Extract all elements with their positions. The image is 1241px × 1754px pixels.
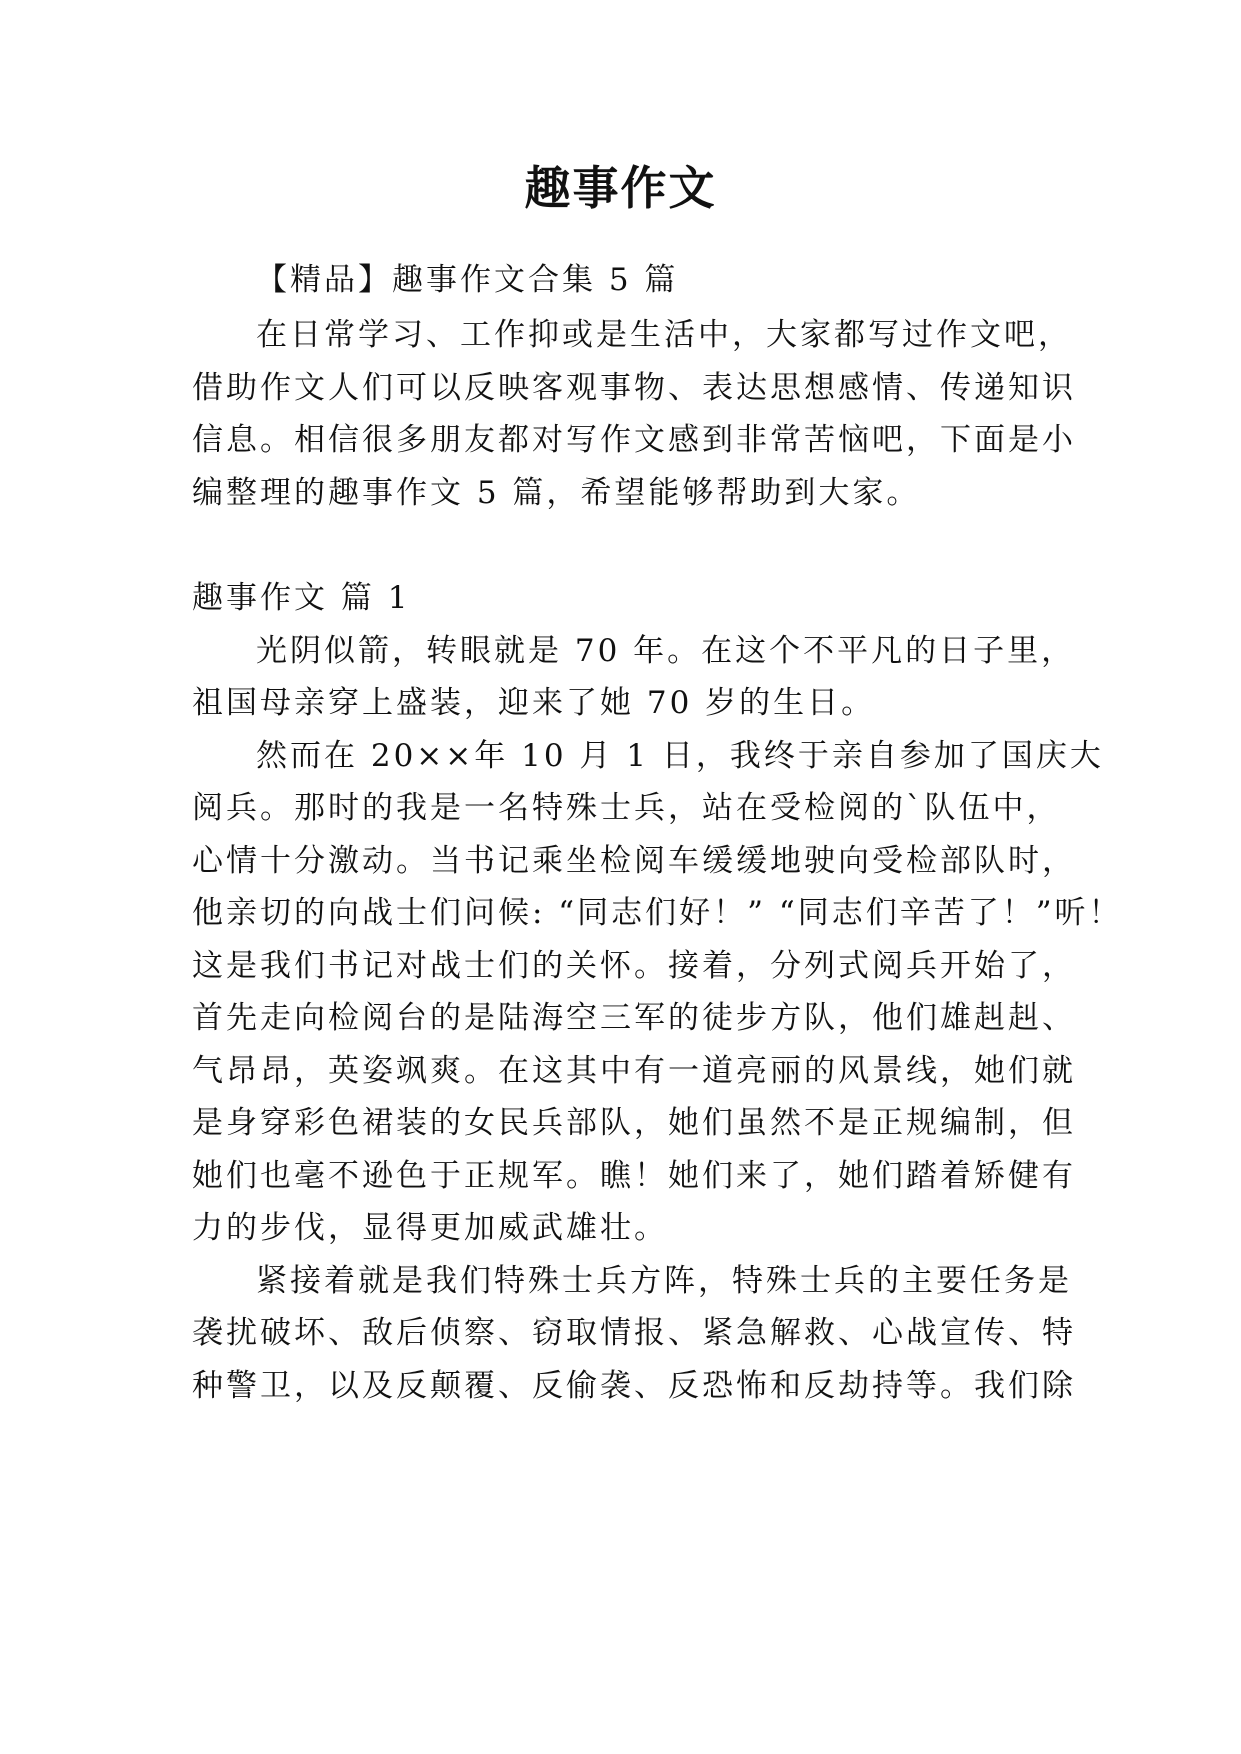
section-heading: 趣事作文 篇 1 xyxy=(192,580,411,616)
intro-line: 借助作文人们可以反映客观事物、表达思想感情、传递知识 xyxy=(192,370,1076,406)
body-line: 是身穿彩色裙装的女民兵部队，她们虽然不是正规编制，但 xyxy=(192,1105,1076,1141)
body-line: 心情十分激动。当书记乘坐检阅车缓缓地驶向受检部队时， xyxy=(192,843,1076,879)
body-line: 阅兵。那时的我是一名特殊士兵，站在受检阅的`队伍中， xyxy=(192,790,1061,826)
body-line: 祖国母亲穿上盛装，迎来了她 70 岁的生日。 xyxy=(192,685,876,721)
body-line: 力的步伐，显得更加威武雄壮。 xyxy=(192,1210,668,1246)
intro-heading: 【精品】趣事作文合集 5 篇 xyxy=(256,262,679,298)
body-line: 光阴似箭，转眼就是 70 年。在这个不平凡的日子里， xyxy=(256,633,1076,669)
body-line: 然而在 20××年 10 月 1 日，我终于亲自参加了国庆大 xyxy=(256,738,1104,774)
body-line: 种警卫，以及反颠覆、反偷袭、反恐怖和反劫持等。我们除 xyxy=(192,1368,1076,1404)
intro-line: 编整理的趣事作文 5 篇，希望能够帮助到大家。 xyxy=(192,475,921,511)
body-line: 紧接着就是我们特殊士兵方阵，特殊士兵的主要任务是 xyxy=(256,1263,1072,1299)
document-title: 趣事作文 xyxy=(524,161,717,215)
body-line: 她们也毫不逊色于正规军。瞧！她们来了，她们踏着矫健有 xyxy=(192,1158,1076,1194)
intro-line: 信息。相信很多朋友都对写作文感到非常苦恼吧，下面是小 xyxy=(192,422,1076,458)
body-line: 气昂昂，英姿飒爽。在这其中有一道亮丽的风景线，她们就 xyxy=(192,1053,1076,1089)
body-line: 袭扰破坏、敌后侦察、窃取情报、紧急解救、心战宣传、特 xyxy=(192,1315,1076,1351)
body-line: 这是我们书记对战士们的关怀。接着，分列式阅兵开始了， xyxy=(192,948,1076,984)
intro-line: 在日常学习、工作抑或是生活中，大家都写过作文吧， xyxy=(256,317,1072,353)
body-line: 他亲切的向战士们问候: “同志们好！” “同志们辛苦了！”听！ xyxy=(192,895,1123,931)
body-line: 首先走向检阅台的是陆海空三军的徒步方队，他们雄赳赳、 xyxy=(192,1000,1076,1036)
